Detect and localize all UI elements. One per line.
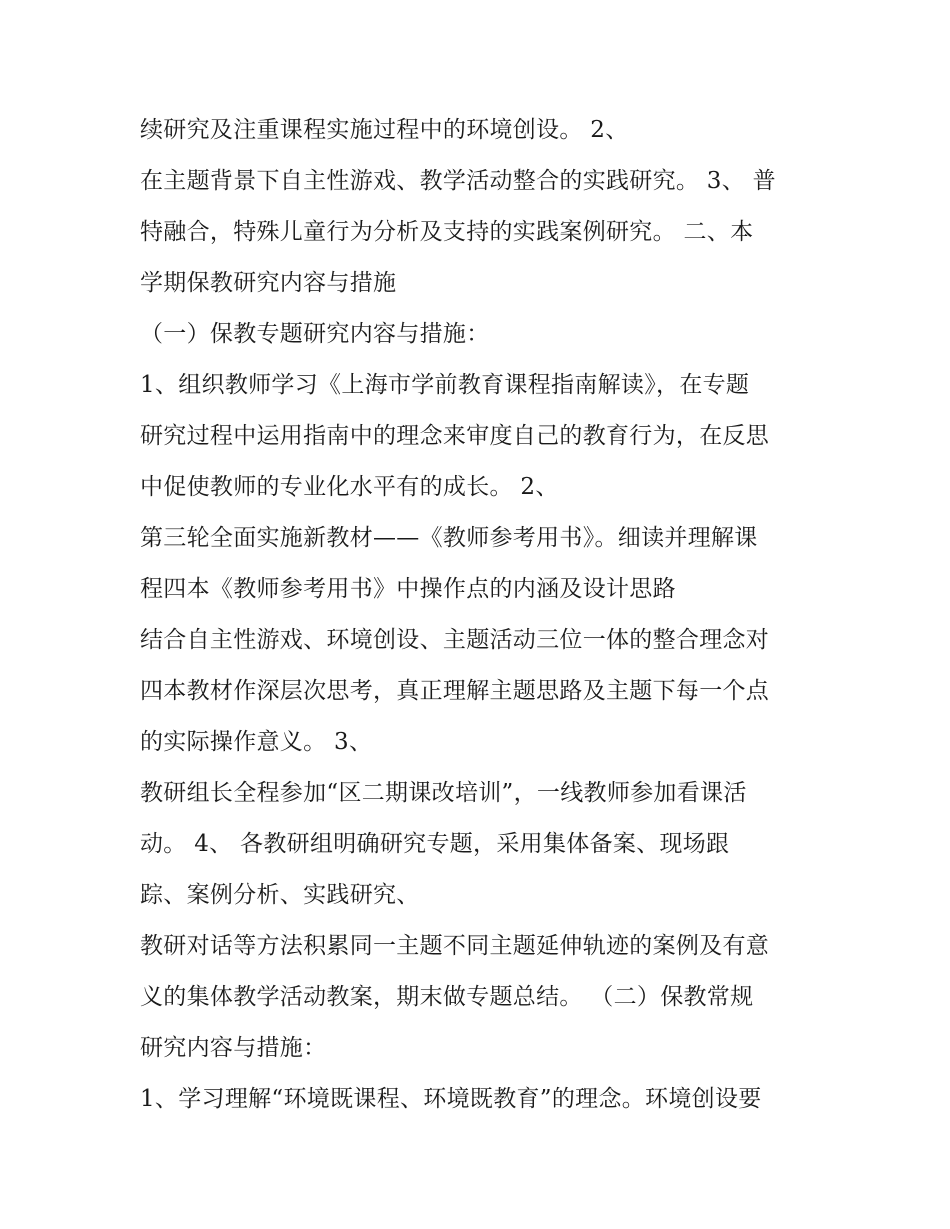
section-heading: （一）保教专题研究内容与措施： xyxy=(140,321,490,347)
text-line: 教研组长全程参加“区二期课改培训”，一线教师参加看课活 xyxy=(140,780,747,806)
text-line: 研究内容与措施： xyxy=(140,1035,327,1061)
text-line: 结合自主性游戏、环境创设、主题活动三位一体的整合理念对 xyxy=(140,627,770,653)
text-line: 的实际操作意义。 3、 xyxy=(140,729,373,755)
text-line: 1、组织教师学习《上海市学前教育课程指南解读》，在专题 xyxy=(140,372,750,398)
text-line: 在主题背景下自主性游戏、教学活动整合的实践研究。 3、 普 xyxy=(140,168,776,194)
text-line: 特融合，特殊儿童行为分析及支持的实践案例研究。 二、本 xyxy=(140,219,754,245)
text-line: 1、学习理解“环境既课程、环境既教育”的理念。环境创设要 xyxy=(140,1086,762,1112)
text-line: 教研对话等方法积累同一主题不同主题延伸轨迹的案例及有意 xyxy=(140,933,770,959)
text-line: 义的集体教学活动教案，期末做专题总结。 （二）保教常规 xyxy=(140,984,754,1010)
text-line: 动。 4、 各教研组明确研究专题，采用集体备案、现场跟 xyxy=(140,831,730,857)
text-line: 第三轮全面实施新教材——《教师参考用书》。细读并理解课 xyxy=(140,525,758,551)
text-line: 续研究及注重课程实施过程中的环境创设。 2、 xyxy=(140,117,629,143)
text-line: 踪、案例分析、实践研究、 xyxy=(140,882,420,908)
text-line: 程四本《教师参考用书》中操作点的内涵及设计思路 xyxy=(140,576,676,602)
text-line: 学期保教研究内容与措施 xyxy=(140,270,397,296)
text-line: 研究过程中运用指南中的理念来审度自己的教育行为，在反思 xyxy=(140,423,770,449)
text-line: 四本教材作深层次思考，真正理解主题思路及主题下每一个点 xyxy=(140,678,770,704)
text-line: 中促使教师的专业化水平有的成长。 2、 xyxy=(140,474,559,500)
